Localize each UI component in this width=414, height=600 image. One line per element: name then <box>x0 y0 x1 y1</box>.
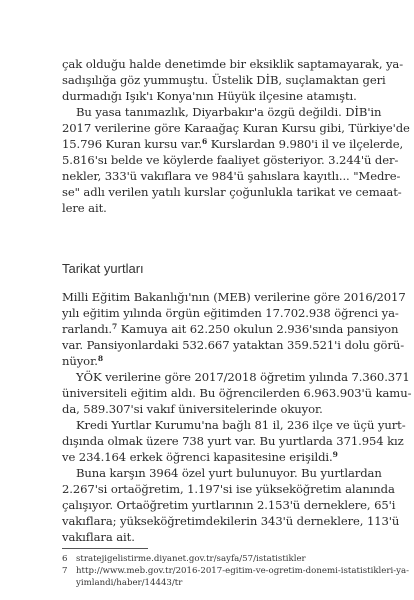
footnote-number: 6 <box>62 554 68 564</box>
body-line: 2017 verilerine göre Karaağaç Kuran Kursu gibi, Türkiye'de <box>62 121 410 135</box>
body-line: 5.816'sı belde ve köylerde faaliyet gösteriyor. 3.244'ü der- <box>62 153 399 167</box>
footnote-divider <box>62 548 148 549</box>
footnote-number: 7 <box>62 566 68 576</box>
section-line <box>62 449 363 465</box>
section-line: üniversiteli eğitim aldı. Bu öğrencilerden 6.963.903'ü kamu- <box>62 386 412 400</box>
footnote-item <box>76 577 367 589</box>
section-line: 2.267'si ortaöğretim, 1.197'si ise yükseköğretim alanında <box>62 482 395 496</box>
body-line: se" adlı verilen yatılı kurslar çoğunlukla tarikat ve cemaat- <box>62 185 402 199</box>
section-heading: Tarikat yurtları <box>62 261 144 276</box>
section-line: YÖK verilerine göre 2017/2018 öğretim yılında 7.360.371 <box>76 370 410 384</box>
section-line: vakıflara; yükseköğretimdekilerin 343'ü derneklere, 113'ü <box>62 514 400 528</box>
section-line-text: ve 234.164 erkek öğrenci kapasitesine erişildi. <box>62 450 333 464</box>
footnote-ref[interactable]: 8 <box>97 354 103 363</box>
footnote-ref[interactable]: 7 <box>112 322 118 331</box>
footnote-item <box>62 565 410 577</box>
section-line: da, 589.307'si vakıf üniversitelerinde okuyor. <box>62 402 323 416</box>
section-line <box>62 353 363 369</box>
body-line: lere ait. <box>62 201 107 215</box>
section-line <box>62 321 399 337</box>
footnote-ref[interactable]: 6 <box>201 137 208 146</box>
section-line: vakıflara ait. <box>62 530 135 544</box>
footnote-text[interactable]: yimlandi/haber/14443/tr <box>76 578 183 588</box>
body-line: çak olduğu halde denetimde bir eksiklik saptamayarak, ya- <box>62 57 404 71</box>
section-line: Milli Eğitim Bakanlığı'nın (MEB) verilerine göre 2016/2017 <box>62 290 406 304</box>
body-line-text: 15.796 Kuran kursu var. <box>62 137 202 151</box>
section-line-text: Kamuya ait 62.250 okulun 2.936'sında pansiyon <box>120 322 399 336</box>
body-line: nekler, 333'ü vakıflara ve 984'ü şahıslara kayıtlı... "Medre- <box>62 169 401 183</box>
body-line: durmadığı Işık'ı Konya'nın Hüyük ilçesine atamıştı. <box>62 89 357 103</box>
section-line: yılı eğitim yılında örgün eğitimden 17.702.938 öğrenci ya- <box>62 306 399 320</box>
section-line: dışında olmak üzere 738 yurt var. Bu yurtlarda 371.954 kız <box>62 434 404 448</box>
section-line: Buna karşın 3964 özel yurt bulunuyor. Bu yurtlardan <box>76 466 382 480</box>
body-line: sadışılığa göz yummuştu. Üstelik DİB, suçlamaktan geri <box>62 73 386 87</box>
footnote-text[interactable]: http://www.meb.gov.tr/2016-2017-egitim-ve-ogretim-donemi-istatistikleri-ya- <box>76 566 410 576</box>
section-line: çalışıyor. Ortaöğretim yurtlarının 2.153'ü derneklere, 65'i <box>62 498 396 512</box>
section-line: Kredi Yurtlar Kurumu'na bağlı 81 il, 236 ilçe ve üçü yurt- <box>76 418 406 432</box>
body-line <box>62 136 404 152</box>
section-line: var. Pansiyonlardaki 532.667 yataktan 359.521'i dolu görü- <box>62 338 405 352</box>
body-line: Bu yasa tanımazlık, Diyarbakır'a özgü değildi. DİB'in <box>76 105 382 119</box>
body-line-text: Kurslardan 9.980'i il ve ilçelerde, <box>210 137 404 151</box>
footnote-text[interactable]: stratejigelistirme.diyanet.gov.tr/sayfa/57/istatistikler <box>76 554 306 564</box>
footnote-ref[interactable]: 9 <box>332 450 338 459</box>
section-line-text: nüyor. <box>62 354 98 368</box>
footnote-item <box>62 553 367 565</box>
section-line-text: rarlandı. <box>62 322 112 336</box>
